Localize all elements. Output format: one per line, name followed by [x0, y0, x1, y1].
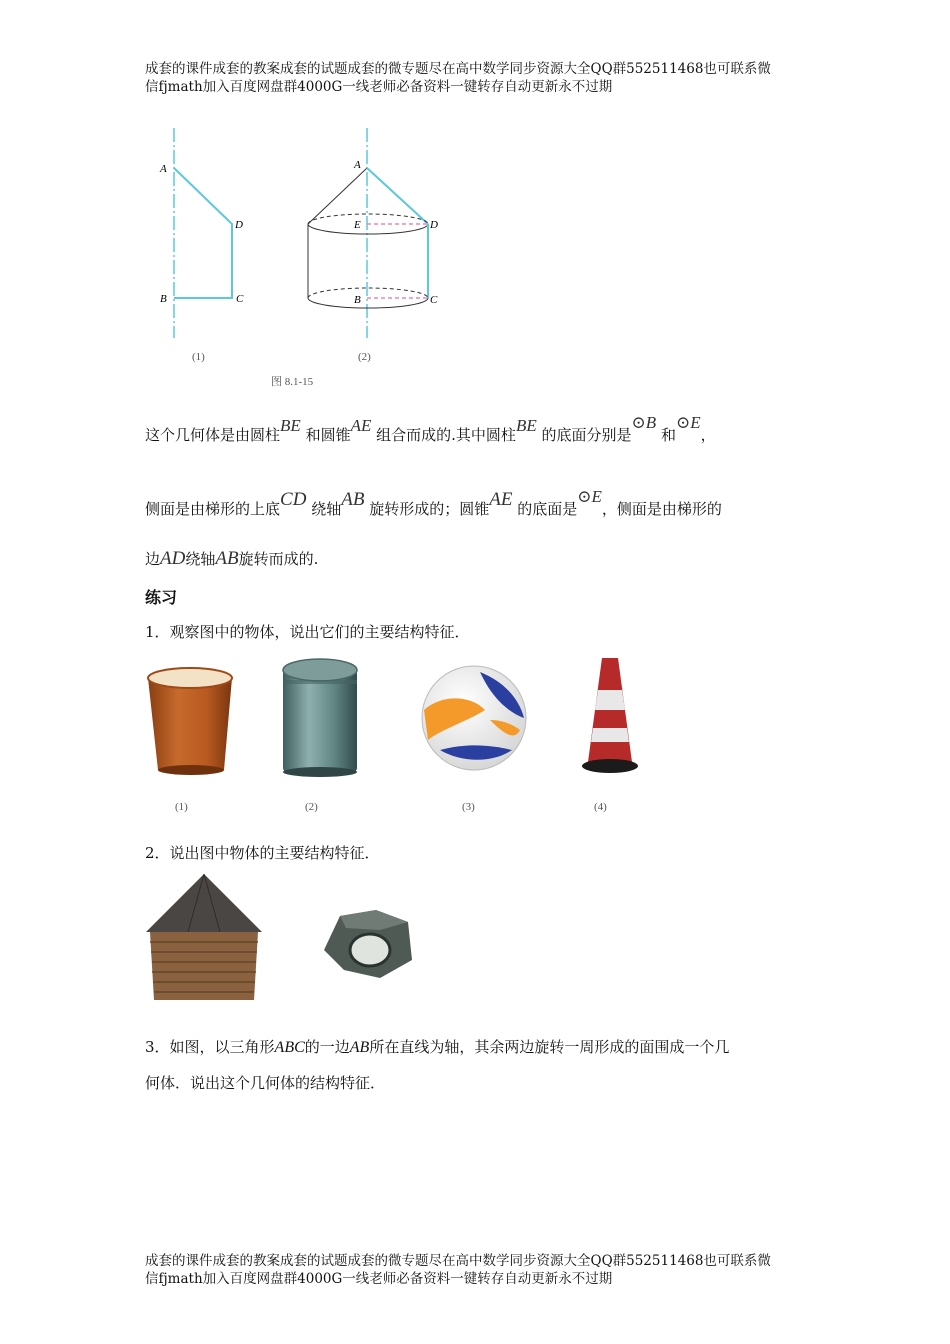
fig2-label-d: D — [430, 219, 438, 231]
bottom-ellipse-front — [308, 298, 428, 308]
explanation-line-3: 边AD绕轴AB旋转而成的. — [145, 548, 319, 569]
top-ellipse-back — [308, 214, 428, 224]
fig-sub-1: (1) — [192, 351, 205, 363]
top-ellipse-front — [308, 224, 428, 234]
q1-label-2: (2) — [305, 801, 318, 813]
footer-line-2: 信fjmath加入百度网盘群4000G一线老师必备资料一键转存自动更新永不过期 — [145, 1271, 613, 1287]
exercise-title: 练习 — [145, 588, 178, 607]
fig2-label-c: C — [430, 294, 438, 306]
question-1: 1．观察图中的物体，说出它们的主要结构特征． — [145, 623, 470, 641]
q1-label-3: (3) — [462, 801, 475, 813]
question-2: 2．说出图中物体的主要结构特征． — [145, 844, 380, 862]
header-line-2: 信fjmath加入百度网盘群4000G一线老师必备资料一键转存自动更新永不过期 — [145, 79, 613, 95]
figure-caption: 图 8.1-15 — [271, 376, 314, 388]
bottom-ellipse-back — [308, 288, 428, 298]
footer-line-1: 成套的课件成套的教案成套的试题成套的微专题尽在高中数学同步资源大全QQ群552511468也可联系微 — [145, 1253, 771, 1269]
fig1-label-c: C — [236, 293, 244, 305]
explanation-line-2: 侧面是由梯形的上底CD 绕轴AB 旋转形成的；圆锥AE 的底面是⊙E，侧面是由梯形的 — [145, 487, 722, 518]
question-3-line-1: 3．如图，以三角形ABC的一边AB所在直线为轴，其余两边旋转一周形成的面围成一个几 — [145, 1038, 730, 1056]
figure-8-1-15 — [140, 120, 480, 395]
fig-sub-2: (2) — [358, 351, 371, 363]
q1-label-1: (1) — [175, 801, 188, 813]
q1-objects — [140, 650, 660, 825]
fig1-label-a: A — [160, 163, 167, 175]
hex-nut-image — [324, 910, 412, 978]
question-3-line-2: 何体．说出这个几何体的结构特征． — [145, 1074, 386, 1092]
trapezoid-abcd — [174, 168, 232, 298]
fig2-label-e: E — [354, 219, 361, 231]
page-footer — [145, 1252, 815, 1288]
q1-label-4: (4) — [594, 801, 607, 813]
fig2-label-b: B — [354, 294, 361, 306]
page-header — [145, 60, 815, 96]
fig2-label-a: A — [354, 159, 361, 171]
q2-objects — [140, 870, 440, 1010]
explanation-line-1: 这个几何体是由圆柱BE 和圆锥AE 组合而成的.其中圆柱BE 的底面分别是⊙B 和⊙E， — [145, 413, 716, 444]
hut-image — [146, 874, 262, 1000]
fig1-label-b: B — [160, 293, 167, 305]
volleyball-image — [422, 666, 526, 770]
header-line-1: 成套的课件成套的教案成套的试题成套的微专题尽在高中数学同步资源大全QQ群552511468也可联系微 — [145, 61, 771, 77]
tin-can-image — [283, 659, 357, 777]
traffic-cone-image — [582, 658, 638, 773]
fig1-label-d: D — [235, 219, 243, 231]
paper-cup-image — [148, 668, 232, 775]
